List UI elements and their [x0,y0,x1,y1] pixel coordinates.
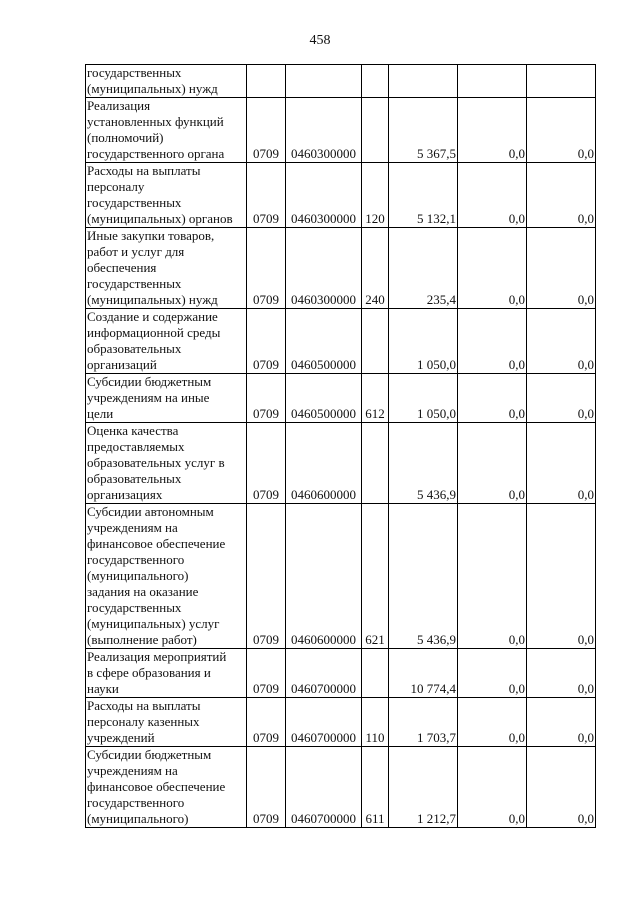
section-code-cell: 0709 [247,374,286,423]
item-name-line: учреждениям на иные [87,390,210,405]
item-name-line: Расходы на выплаты [87,163,201,178]
item-name-line: задания на оказание [87,584,199,599]
table-row [86,504,596,649]
item-name-line: установленных функций [87,114,224,129]
item-name-line: государственного [87,795,185,810]
target-code-cell: 0460600000 [286,504,362,649]
amount-year1-cell: 5 436,9 [389,504,458,649]
table-row [86,649,596,698]
expense-type-cell: 110 [362,698,389,747]
item-name-line: финансовое обеспечение [87,536,226,551]
amount-year3-cell: 0,0 [527,747,596,828]
item-name-cell [86,98,247,163]
amount-year3-cell: 0,0 [527,163,596,228]
target-code-cell: 0460600000 [286,423,362,504]
expense-type-cell: 612 [362,374,389,423]
item-name-line: Оценка качества [87,423,179,438]
item-name-line: государственных [87,195,182,210]
expense-type-cell: 611 [362,747,389,828]
section-code-cell: 0709 [247,228,286,309]
item-name-line: (выполнение работ) [87,632,197,647]
item-name-line: (полномочий) [87,130,164,145]
section-code-cell: 0709 [247,98,286,163]
amount-year1-cell: 5 436,9 [389,423,458,504]
amount-year3-cell: 0,0 [527,374,596,423]
amount-year2-cell: 0,0 [458,504,527,649]
item-name-line: персоналу [87,179,145,194]
item-name-cell [86,163,247,228]
budget-table [85,64,596,828]
item-name-cell [86,65,247,98]
amount-year3-cell: 0,0 [527,649,596,698]
item-name-line: организациях [87,487,163,502]
expense-type-cell [362,649,389,698]
amount-year3-cell: 0,0 [527,698,596,747]
item-name-line: государственных [87,276,182,291]
amount-year3-cell [527,65,596,98]
item-name-cell [86,504,247,649]
item-name-line: (муниципальных) органов [87,211,233,226]
table-row [86,423,596,504]
target-code-cell: 0460700000 [286,649,362,698]
amount-year2-cell: 0,0 [458,228,527,309]
item-name-line: Иные закупки товаров, [87,228,215,243]
amount-year3-cell: 0,0 [527,423,596,504]
amount-year2-cell [458,65,527,98]
section-code-cell: 0709 [247,698,286,747]
amount-year2-cell: 0,0 [458,98,527,163]
section-code-cell [247,65,286,98]
table-row [86,698,596,747]
target-code-cell: 0460300000 [286,98,362,163]
item-name-line: образовательных услуг в [87,455,225,470]
expense-type-cell: 240 [362,228,389,309]
amount-year1-cell [389,65,458,98]
item-name-line: образовательных [87,341,182,356]
item-name-cell [86,423,247,504]
item-name-line: государственного [87,552,185,567]
item-name-line: (муниципальных) услуг [87,616,220,631]
item-name-cell [86,374,247,423]
item-name-line: государственных [87,65,182,80]
item-name-line: учреждений [87,730,155,745]
item-name-cell [86,649,247,698]
amount-year2-cell: 0,0 [458,374,527,423]
section-code-cell: 0709 [247,649,286,698]
amount-year1-cell: 1 050,0 [389,309,458,374]
target-code-cell: 0460300000 [286,163,362,228]
item-name-line: (муниципального) [87,568,189,583]
item-name-line: Расходы на выплаты [87,698,201,713]
amount-year1-cell: 5 132,1 [389,163,458,228]
table-row [86,163,596,228]
expense-type-cell [362,309,389,374]
budget-table-body [86,65,596,828]
item-name-line: образовательных [87,471,182,486]
item-name-line: Субсидии бюджетным [87,747,212,762]
item-name-line: работ и услуг для [87,244,185,259]
amount-year2-cell: 0,0 [458,423,527,504]
item-name-line: Субсидии автономным [87,504,214,519]
expense-type-cell: 621 [362,504,389,649]
amount-year1-cell: 5 367,5 [389,98,458,163]
item-name-line: (муниципальных) нужд [87,81,218,96]
amount-year1-cell: 1 050,0 [389,374,458,423]
target-code-cell: 0460500000 [286,374,362,423]
amount-year2-cell: 0,0 [458,747,527,828]
item-name-line: цели [87,406,114,421]
expense-type-cell [362,423,389,504]
item-name-line: персоналу казенных [87,714,200,729]
amount-year2-cell: 0,0 [458,698,527,747]
section-code-cell: 0709 [247,163,286,228]
item-name-line: информационной среды [87,325,221,340]
item-name-line: науки [87,681,119,696]
item-name-line: Реализация [87,98,151,113]
table-row [86,65,596,98]
item-name-line: финансовое обеспечение [87,779,226,794]
target-code-cell: 0460300000 [286,228,362,309]
item-name-cell [86,309,247,374]
page-number: 458 [309,33,331,48]
item-name-line: государственного органа [87,146,225,161]
amount-year3-cell: 0,0 [527,98,596,163]
amount-year1-cell: 10 774,4 [389,649,458,698]
item-name-line: Реализация мероприятий [87,649,227,664]
item-name-line: учреждениям на [87,763,178,778]
amount-year3-cell: 0,0 [527,309,596,374]
amount-year1-cell: 1 703,7 [389,698,458,747]
table-row [86,309,596,374]
item-name-line: предоставляемых [87,439,185,454]
amount-year1-cell: 235,4 [389,228,458,309]
item-name-cell [86,698,247,747]
amount-year3-cell: 0,0 [527,228,596,309]
table-row [86,228,596,309]
item-name-line: организаций [87,357,157,372]
target-code-cell: 0460700000 [286,747,362,828]
item-name-cell [86,228,247,309]
amount-year2-cell: 0,0 [458,163,527,228]
expense-type-cell: 120 [362,163,389,228]
target-code-cell: 0460700000 [286,698,362,747]
item-name-line: Субсидии бюджетным [87,374,212,389]
table-row [86,374,596,423]
amount-year2-cell: 0,0 [458,309,527,374]
item-name-line: обеспечения [87,260,157,275]
amount-year2-cell: 0,0 [458,649,527,698]
table-row [86,98,596,163]
item-name-line: учреждениям на [87,520,178,535]
section-code-cell: 0709 [247,504,286,649]
table-row [86,747,596,828]
expense-type-cell [362,98,389,163]
item-name-line: государственных [87,600,182,615]
section-code-cell: 0709 [247,309,286,374]
section-code-cell: 0709 [247,423,286,504]
item-name-line: (муниципального) [87,811,189,826]
amount-year1-cell: 1 212,7 [389,747,458,828]
amount-year3-cell: 0,0 [527,504,596,649]
section-code-cell: 0709 [247,747,286,828]
expense-type-cell [362,65,389,98]
item-name-line: Создание и содержание [87,309,218,324]
target-code-cell: 0460500000 [286,309,362,374]
target-code-cell [286,65,362,98]
item-name-line: в сфере образования и [87,665,211,680]
item-name-line: (муниципальных) нужд [87,292,218,307]
item-name-cell [86,747,247,828]
